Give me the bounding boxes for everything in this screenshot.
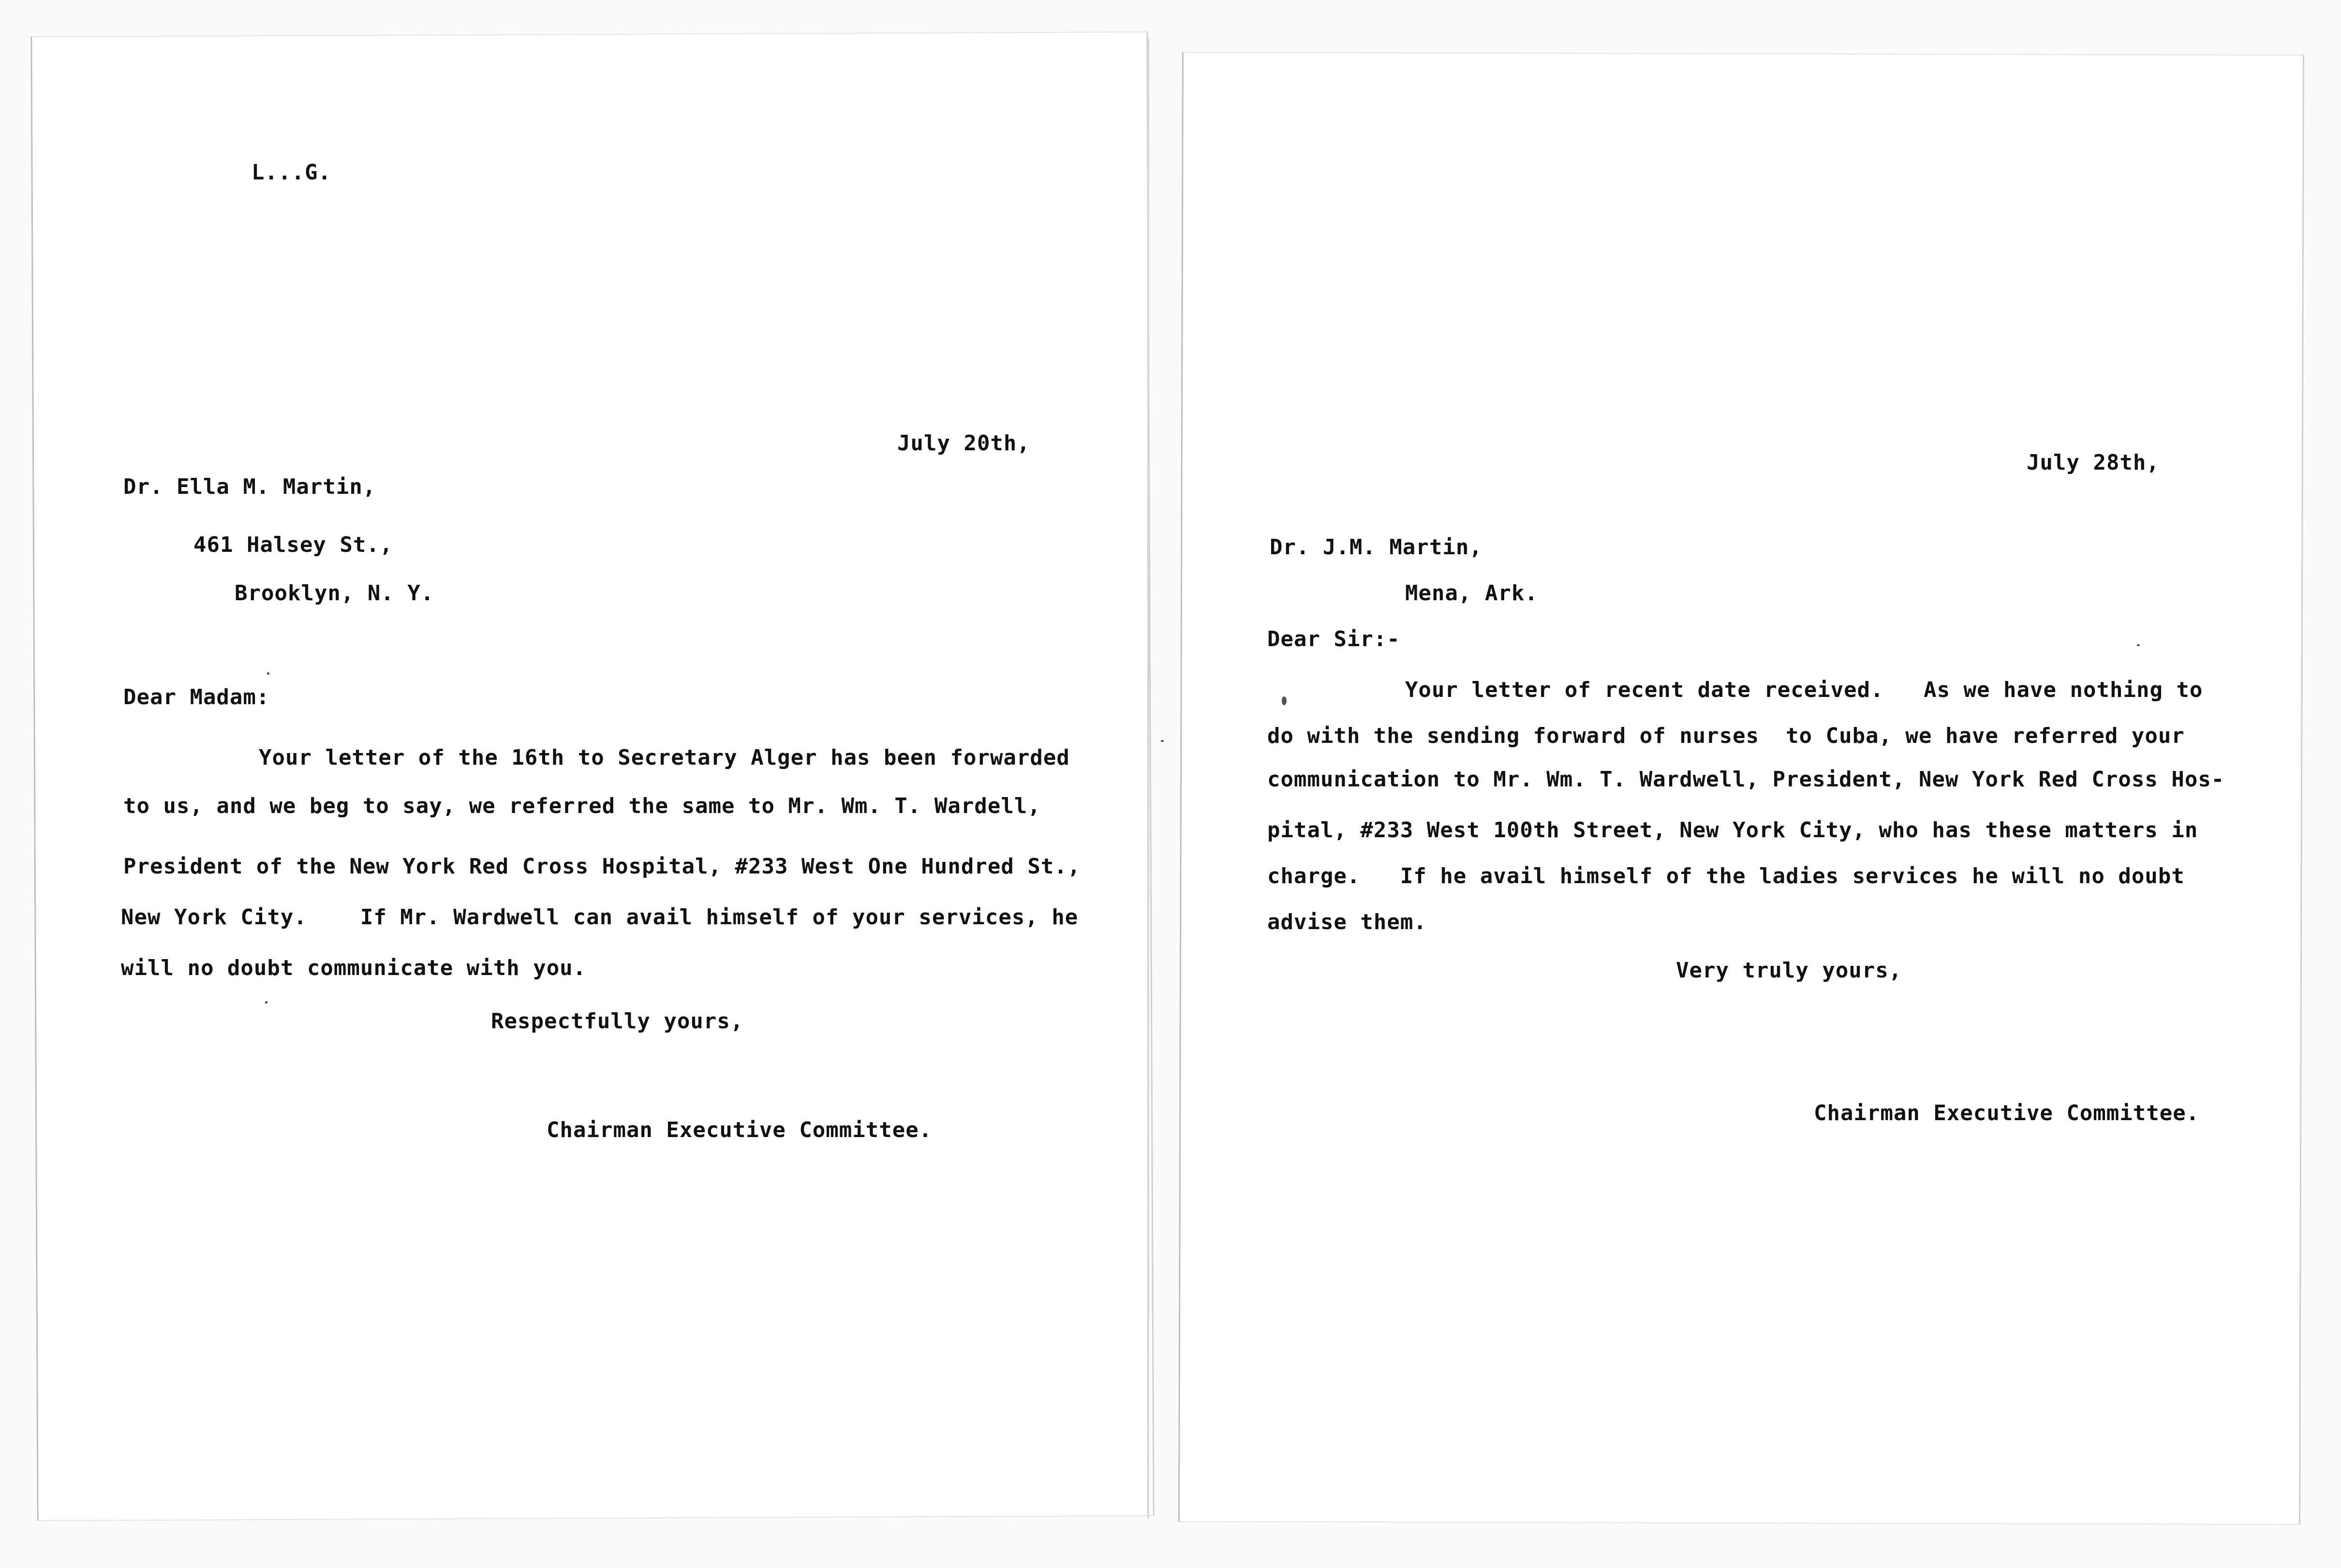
letter-date: July 28th,	[2027, 450, 2160, 475]
ink-speck	[1161, 740, 1164, 742]
closing: Very truly yours,	[1676, 958, 1902, 983]
sheet-crease	[1147, 39, 1149, 1519]
reference-initials: L...G.	[252, 160, 331, 185]
body-line: communication to Mr. Wm. T. Wardwell, President, New York Red Cross Hos-	[1267, 767, 2225, 792]
body-line: President of the New York Red Cross Hospital, #233 West One Hundred St.,	[123, 854, 1081, 879]
signature-title: Chairman Executive Committee.	[547, 1118, 933, 1142]
body-line: New York City. If Mr. Wardwell can avail himself of your services, he	[121, 905, 1079, 930]
letter-date: July 20th,	[897, 431, 1030, 456]
recipient-city-line: Brooklyn, N. Y.	[235, 581, 434, 606]
recipient-name: Dr. Ella M. Martin,	[123, 474, 376, 499]
salutation: Dear Madam:	[123, 685, 270, 710]
body-line: charge. If he avail himself of the ladies services he will no doubt	[1267, 864, 2185, 888]
ink-smudge	[1282, 696, 1287, 705]
closing: Respectfully yours,	[491, 1009, 744, 1034]
body-line: will no doubt communicate with you.	[121, 956, 587, 980]
ink-speck	[2137, 644, 2140, 646]
signature-title: Chairman Executive Committee.	[1814, 1101, 2200, 1125]
ink-speck	[265, 1001, 267, 1004]
body-line: do with the sending forward of nurses to Cuba, we have referred your	[1267, 724, 2185, 748]
body-line: Your letter of recent date received. As we have nothing to	[1405, 678, 2203, 702]
recipient-name: Dr. J.M. Martin,	[1270, 535, 1482, 560]
salutation: Dear Sir:-	[1267, 627, 1400, 651]
recipient-city-line: Mena, Ark.	[1405, 581, 1538, 606]
body-line: pital, #233 West 100th Street, New York City, who has these matters in	[1267, 818, 2198, 843]
ink-speck	[267, 672, 269, 675]
body-line: advise them.	[1267, 910, 1427, 934]
letter-sheet-left	[30, 31, 1154, 1521]
body-line: to us, and we beg to say, we referred the same to Mr. Wm. T. Wardell,	[123, 794, 1041, 818]
recipient-address-line: 461 Halsey St.,	[193, 533, 393, 557]
body-line: Your letter of the 16th to Secretary Alger has been forwarded	[259, 745, 1070, 770]
